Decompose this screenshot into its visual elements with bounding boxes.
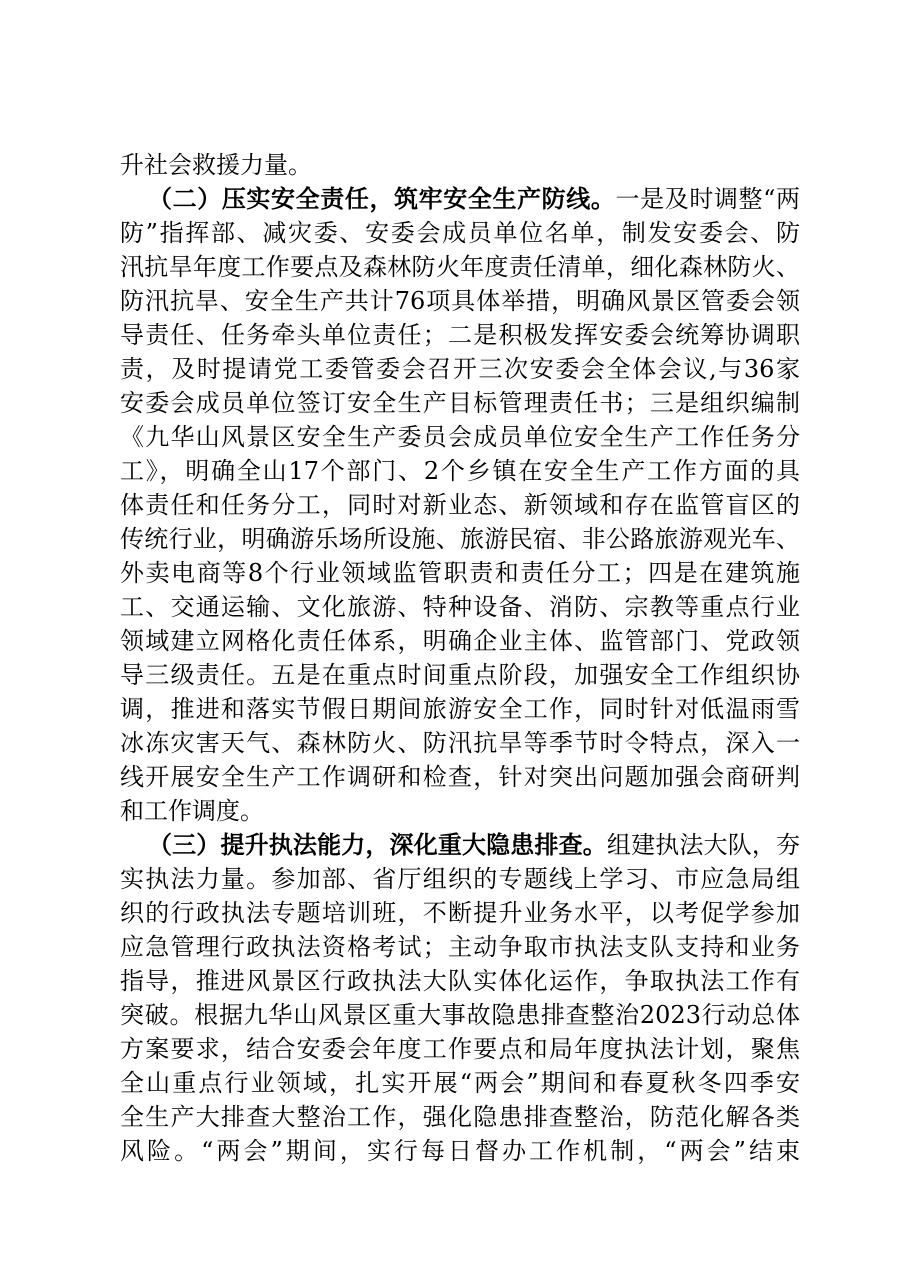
paragraph-line: 实执法力量。参加部、省厅组织的专题线上学习、市应急局组: [120, 865, 800, 893]
paragraph-line: 防汛抗旱、安全生产共计76项具体举措，明确风景区管委会领: [120, 287, 800, 315]
paragraph-line: 指导，推进风景区行政执法大队实体化运作，争取执法工作有: [120, 967, 800, 995]
paragraph-line: 领域建立网格化责任体系，明确企业主体、监管部门、党政领: [120, 627, 800, 655]
paragraph-line: 传统行业，明确游乐场所设施、旅游民宿、非公路旅游观光车、: [120, 525, 800, 553]
paragraph-line: 全生产大排查大整治工作，强化隐患排查整治，防范化解各类: [120, 1103, 800, 1131]
paragraph-line: 线开展安全生产工作调研和检查，针对突出问题加强会商研判: [120, 763, 800, 791]
section-heading-line: [148, 182, 800, 216]
paragraph-line: 导责任、任务牵头单位责任；二是积极发挥安委会统筹协调职: [120, 321, 800, 349]
paragraph-line: 全山重点行业领域，扎实开展“两会”期间和春夏秋冬四季安: [120, 1069, 800, 1097]
paragraph-line: 导三级责任。五是在重点时间重点阶段，加强安全工作组织协: [120, 661, 800, 689]
paragraph-line: 调，推进和落实节假日期间旅游安全工作，同时针对低温雨雪: [120, 695, 800, 723]
paragraph-line: 冰冻灾害天气、森林防火、防汛抗旱等季节时令特点，深入一: [120, 729, 800, 757]
paragraph-line: 《九华山风景区安全生产委员会成员单位安全生产工作任务分: [120, 423, 800, 451]
paragraph-line: 和工作调度。: [120, 797, 264, 825]
paragraph-line: 安委会成员单位签订安全生产目标管理责任书；三是组织编制: [120, 389, 800, 417]
paragraph-line: 工》，明确全山17个部门、2个乡镇在安全生产工作方面的具: [120, 457, 800, 485]
paragraph-line: 风险。“两会”期间，实行每日督办工作机制，“两会”结束: [120, 1137, 800, 1165]
paragraph-line: 体责任和任务分工，同时对新业态、新领域和存在监管盲区的: [120, 491, 800, 519]
paragraph-line: 织的行政执法专题培训班，不断提升业务水平，以考促学参加: [120, 899, 800, 927]
paragraph-line: 汛抗旱年度工作要点及森林防火年度责任清单，细化森林防火、: [120, 253, 800, 281]
paragraph-line: 防”指挥部、减灾委、安委会成员单位名单，制发安委会、防: [120, 219, 800, 247]
paragraph-line: 外卖电商等8个行业领域监管职责和责任分工；四是在建筑施: [120, 559, 800, 587]
section-heading-line: [148, 828, 800, 862]
section-heading: （三）提升执法能力，深化重大隐患排查。: [148, 830, 607, 859]
paragraph-line: 方案要求，结合安委会年度工作要点和局年度执法计划，聚焦: [120, 1035, 800, 1063]
paragraph-line: 责，及时提请党工委管委会召开三次安委会全体会议,与36家: [120, 355, 800, 383]
paragraph-text: 组建执法大队，夯: [606, 831, 800, 859]
paragraph-line: 应急管理行政执法资格考试；主动争取市执法支队支持和业务: [120, 933, 800, 961]
paragraph-text: 一是及时调整“两: [615, 185, 801, 213]
paragraph-line: 突破。根据九华山风景区重大事故隐患排查整治2023行动总体: [120, 1001, 800, 1029]
paragraph-line: 工、交通运输、文化旅游、特种设备、消防、宗教等重点行业: [120, 593, 800, 621]
paragraph-line: 升社会救援力量。: [120, 151, 312, 179]
section-heading: （二）压实安全责任，筑牢安全生产防线。: [148, 184, 616, 213]
